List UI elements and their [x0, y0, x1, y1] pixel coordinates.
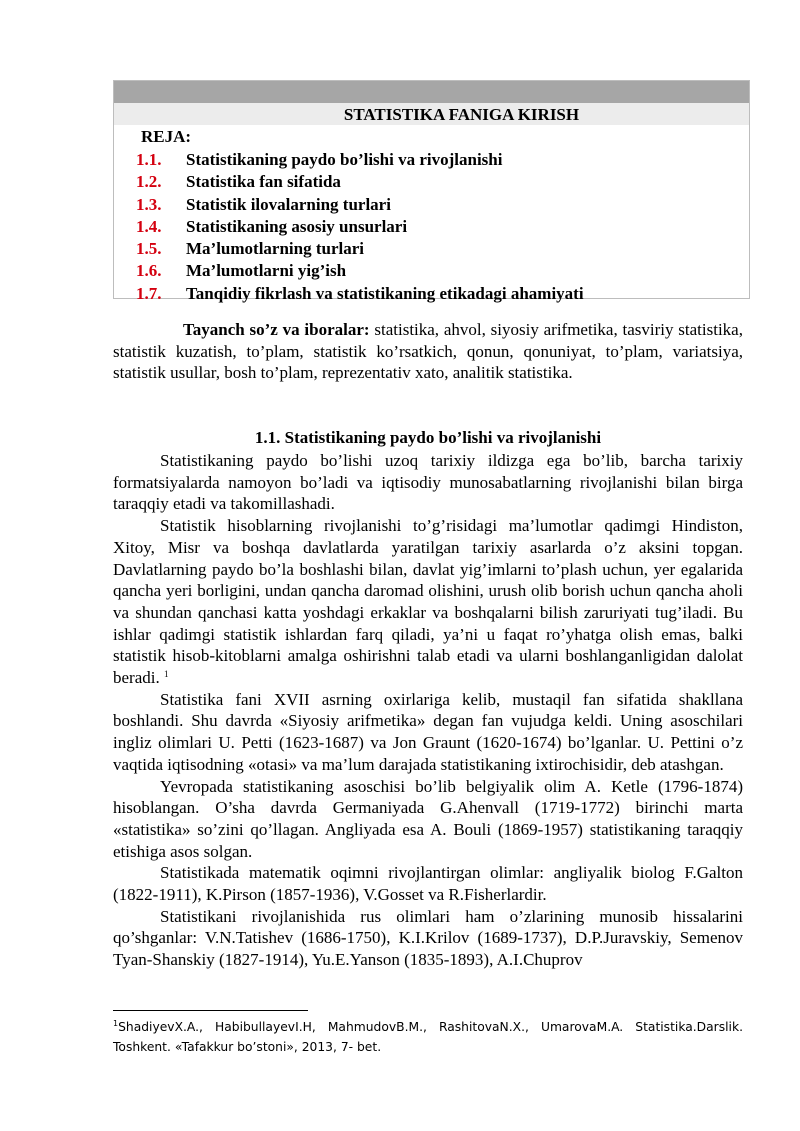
plan-item-text: Ma’lumotlarni yig’ish — [186, 261, 347, 281]
plan-item — [136, 149, 584, 171]
plan-item — [136, 283, 584, 305]
plan-item-text: Statistik ilovalarning turlari — [186, 194, 391, 214]
plan-item-number: 1.3. — [136, 194, 162, 214]
plan-label: REJA: — [141, 127, 192, 146]
body-paragraph: Statistikada matematik oqimni rivojlantirgan olimlar: angliyalik biolog F.Galton (1822-1911), K.Pirson (1857-1936), V.Gosset va R.Fisherlardir. — [113, 863, 743, 905]
plan-item — [136, 238, 584, 260]
body-paragraph: Statistikaning paydo bo’lishi uzoq tarixiy ildizga ega bo’lib, barcha tarixiy formatsiyalarda namoyon bo’ladi va iqtisodiy munosabatlarning rivojlanishi bilan birga taraqqiy etadi va takomillashadi. — [113, 451, 743, 514]
outline-header-bar — [114, 81, 749, 103]
body-paragraph — [113, 515, 743, 689]
footnote-text: ShadiyevX.A., HabibullayevI.H, MahmudovB.M., RashitovaN.X., UmarovaM.A. Statistika.Darslik. Toshkent. «Tafakkur bo’stoni», 2013, 7- bet. — [113, 1020, 743, 1054]
footnote — [113, 1017, 743, 1057]
plan-item-number: 1.5. — [136, 239, 162, 259]
keywords-paragraph — [113, 319, 743, 384]
footnote-reference[interactable]: 1 — [163, 669, 169, 680]
plan-item-number: 1.7. — [136, 283, 162, 303]
body-paragraph: Statistikani rivojlanishida rus olimlari ham o’zlarining munosib hissalarini qo’shganlar: V.N.Tatishev (1686-1750), K.I.Krilov (1689-1737), D.P.Juravskiy, Semenov Tyan-Shanskiy (1827-1914), Yu.E.Yanson (1835-1893), A.I.Chuprov — [113, 906, 743, 970]
plan-item-number: 1.1. — [136, 150, 162, 169]
plan-item — [136, 216, 584, 238]
body-paragraph: Statistika fani XVII asrning oxirlariga kelib, mustaqil fan sifatida shakllana boshlandi. Shu davrda «Siyosiy arifmetika» degan fan vujudga keldi. Uning asoschilari ingliz olimlari U. Petti (1623-1687) va Jon Graunt (1620-1674) bo’lganlar. U. Pettini o’z vaqtida iqtisodning «otasi» va ma’lum darajada statistikaning ixtirochisidir, deb atashgan. — [113, 689, 743, 774]
plan-item-text: Statistika fan sifatida — [186, 172, 341, 192]
chapter-title: STATISTIKA FANIGA KIRISH — [114, 103, 749, 125]
plan-item-text: Statistikaning paydo bo’lishi va rivojlanishi — [186, 150, 503, 169]
plan-item-text: Statistikaning asosiy unsurlari — [186, 216, 408, 236]
plan-item — [136, 194, 584, 216]
footnote-marker: 1 — [113, 1019, 119, 1028]
body-paragraph: Yevropada statistikaning asoschisi bo’lib belgiyalik olim A. Ketle (1796-1874) hisoblangan. O’sha davrda Germaniyada G.Ahenvall (1719-1772) birinchi marta «statistika» so’zini qo’llagan. Angliyada esa A. Bouli (1869-1957) statistikaning taraqqiy etishiga asos solgan. — [113, 776, 743, 861]
section-heading: 1.1. Statistikaning paydo bo’lishi va rivojlanishi — [254, 428, 602, 447]
plan-item-text: Ma’lumotlarning turlari — [186, 239, 365, 259]
plan-item — [136, 171, 584, 193]
keywords-label: Tayanch so’z va iboralar: — [183, 320, 370, 339]
keywords-text: statistika, ahvol, siyosiy arifmetika, tasviriy statistika, statistik kuzatish, to’plam, statistik ko’rsatkich, qonun, qonuniyat, to’plam, variatsiya, statistik usullar, bosh to’plam, reprezentativ xato, analitik statistika. — [113, 320, 743, 383]
plan-item-number: 1.2. — [136, 172, 162, 192]
plan-item — [136, 260, 584, 282]
plan-item-number: 1.6. — [136, 261, 162, 281]
outline-box — [113, 80, 750, 303]
plan-list — [136, 149, 584, 305]
body-paragraph-text: Statistik hisoblarning rivojlanishi to’g’risidagi ma’lumotlar qadimgi Hindiston, Xitoy, Misr va boshqa davlatlarda yaratilgan tarixiy asarlarda o’z aksini topgan. Davlatlarning paydo bo’la boshlashi bilan, davlat yig’imlarni to’plash uchun, yer egalarida qancha yeri borligini, undan qancha daromad olishini, urush olib borish uchun qancha aholi va shundan qanchasi katta yoshdagi erkaklar va boshqalarni bilish zaruriyati tug’iladi. Bu ishlar qadimgi statistik ishlardan farq qiladi, ya’ni u faqat ro’yhatga olish emas, balki statistik hisob-kitoblarni amalga oshirishni talab etadi va ularni boshlanganligidan dalolat beradi. — [113, 516, 743, 688]
plan-item-text: Tanqidiy fikrlash va statistikaning etikadagi ahamiyati — [186, 283, 584, 303]
section-body — [113, 450, 743, 971]
plan-item-number: 1.4. — [136, 216, 162, 236]
footnote-separator — [113, 1010, 308, 1011]
keywords-block — [113, 319, 743, 384]
